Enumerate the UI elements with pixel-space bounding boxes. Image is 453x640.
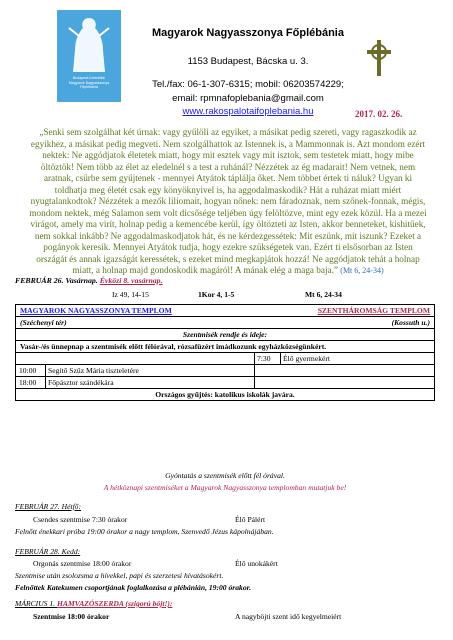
gospel-text: „Senki sem szolgálhat két úrnak: vagy gyűlöli az egyiket, a másikat pedig szereti, vagy ragaszkodik az egyikhez, a másikat pedig megveti. Nem szolgálhattok az Istennek is, a Mammonnak is. Azt mondom ezért nektek: Ne aggódjatok életetek miatt, hogy mit esztek vagy mit isztok, sem testetek miatt, hogy mibe öltöztök! Nem több az élet az eledelnél s a test a ruhánál? Nézzétek az ég madarait! Nem vetnek, nem aratnak, csűrbe sem gyűjtenek - mennyei Atyátok táplálja őket. Nem többet értek ti náluk? Ugyan ki toldhatja meg életét csak egy könyöknyivel is, ha aggodalmaskodik? Hát a ruházat miatt miért nyugtalankodtok? Nézzétek a mezők liliomait, hogyan nőnek: nem fáradoznak, nem szőnek-fonnak, mégis, mondom nektek, még Salamon sem volt dicsősége teljében úgy felöltözve, mint egy ezek közül. Ha a mezei virágot, amely ma virít, holnap pedig a kemencébe kerül, így öltözteti az Isten, akkor benneteket, kishitűek, nem sokkal inkább? Ne aggodalmaskodjatok hát, és ne kérdezgessétek: Mit eszünk, mit iszunk? Ezeket a pogányok keresik. Mennyei Atyátok tudja, hogy ezekre szükségetek van. Ezért ti elsősorban az Isten országát és annak igazságát keressétek, s ezeket mind megkapjátok hozzá! Ne aggódjatok tehát a holnap miatt, a holnap majd gondoskodik magáról! A mának elég a maga baja.” — [29, 127, 427, 275]
mass-row-2 — [16, 365, 434, 377]
rosary-note: Vasár-/és ünnepnap a szentmisék előtt félórával, rózsafüzért imádkozunk egyházközségünkért. — [20, 342, 327, 351]
feb28-intention: Élő unokákért — [235, 559, 278, 568]
feb28-note-2: Felnőttek Katekumen csoportjának foglalkozása a plébánián, 19:00 órakor. — [15, 583, 252, 592]
mass-schedule-table — [15, 304, 435, 401]
feb28-label: FEBRUÁR 28. Kedd: — [15, 547, 81, 556]
mass-time: 10:00 — [19, 366, 37, 375]
mass-row-3 — [16, 377, 434, 389]
mar1-intention: A nagyböjti szent idő kegyelmeiért — [235, 612, 342, 621]
mar1-mass: Szentmise 18:00 órakor — [33, 612, 110, 621]
parish-title: Magyarok Nagyasszonya Főplébánia — [152, 27, 344, 39]
celtic-cross-icon — [366, 39, 392, 77]
parish-address: 1153 Budapest, Bácska u. 3. — [187, 56, 309, 67]
parish-website-link[interactable]: www.rakospalotaifoplebania.hu — [182, 106, 314, 117]
reading-1: Iz 49, 14-15 — [112, 290, 149, 299]
mass-row-1 — [16, 353, 434, 365]
reading-3: Mt 6, 24-34 — [305, 290, 342, 299]
church-names-row — [16, 305, 434, 317]
confession-note: Gyóntatás a szentmisék előtt fél órával. — [165, 471, 285, 480]
mar1-subtitle: HAMVAZÓSZERDA (szigorú böjt!): — [56, 599, 173, 608]
parish-logo — [57, 10, 121, 102]
rosary-note-row — [16, 341, 434, 353]
mass-time: 18:00 — [19, 378, 37, 387]
feb28-note-1: Szentmise után zsolozsma a hívekkel, papi és szerzetesi hivatásokért. — [15, 571, 224, 580]
place-left: (Széchenyi tér) — [20, 318, 67, 327]
feb27-mass: Csendes szentmise 7:30 órakor — [33, 515, 128, 524]
mass-intention: Főpásztor szándékára — [48, 378, 114, 387]
mass-header-row — [16, 329, 434, 341]
place-right: (Kossuth u.) — [391, 318, 430, 327]
mass-time-right: 7:30 — [257, 354, 271, 363]
sunday-subtitle: Évközi 8. vasárnap. — [99, 276, 163, 285]
feb27-intention: Élő Pálért — [235, 515, 266, 524]
church-right: SZENTHÁROMSÁG TEMPLOM — [317, 306, 430, 315]
parish-email[interactable]: email: rpmnafoplebania@gmail.com — [172, 93, 324, 104]
sunday-label: FEBRUÁR 26. Vasárnap. — [15, 276, 98, 285]
parish-phone: Tel./fax: 06-1-307-6315; mobil: 06203574229; — [152, 79, 344, 90]
reading-2: 1Kor 4, 1-5 — [198, 290, 235, 299]
mar1-label: MÁRCIUS 1. — [15, 599, 57, 608]
logo-caption: Budapest-Kelenföldi Magyarok Nagyasszonya Főplébánia — [68, 76, 110, 90]
collection-row — [16, 389, 434, 400]
feb28-mass: Orgonás szentmise 18:00 órakor — [33, 559, 132, 568]
church-left: MAGYAROK NAGYASSZONYA TEMPLOM — [20, 306, 172, 315]
readings-row — [15, 290, 433, 302]
mass-intention-right: Élő gyermekért — [283, 354, 331, 363]
feb27-note: Felnőtt énekkari próba 19:00 órakor a nagy templom, Szenvedő Jézus kápolnájában. — [15, 527, 274, 536]
mass-header: Szentmisék rendje és ideje: — [182, 330, 268, 339]
collection-note: Országos gyűjtés: katolikus iskolák javára. — [155, 390, 295, 399]
church-places-row — [16, 317, 434, 329]
feb27-label: FEBRUÁR 27. Hétfő: — [15, 502, 82, 511]
sunday-header — [15, 276, 433, 285]
gospel-reference: (Mt 6, 24-34) — [340, 266, 384, 275]
bulletin-date: 2017. 02. 26. — [355, 109, 403, 119]
gospel-quote — [28, 127, 428, 277]
weekday-note: A hétköznapi szentmiséket a Magyarok Nagyasszonya templomban mutatjuk be! — [103, 483, 347, 492]
mar1-label-line — [15, 599, 435, 608]
mass-intention: Segítő Szűz Mária tiszteletére — [48, 366, 139, 375]
